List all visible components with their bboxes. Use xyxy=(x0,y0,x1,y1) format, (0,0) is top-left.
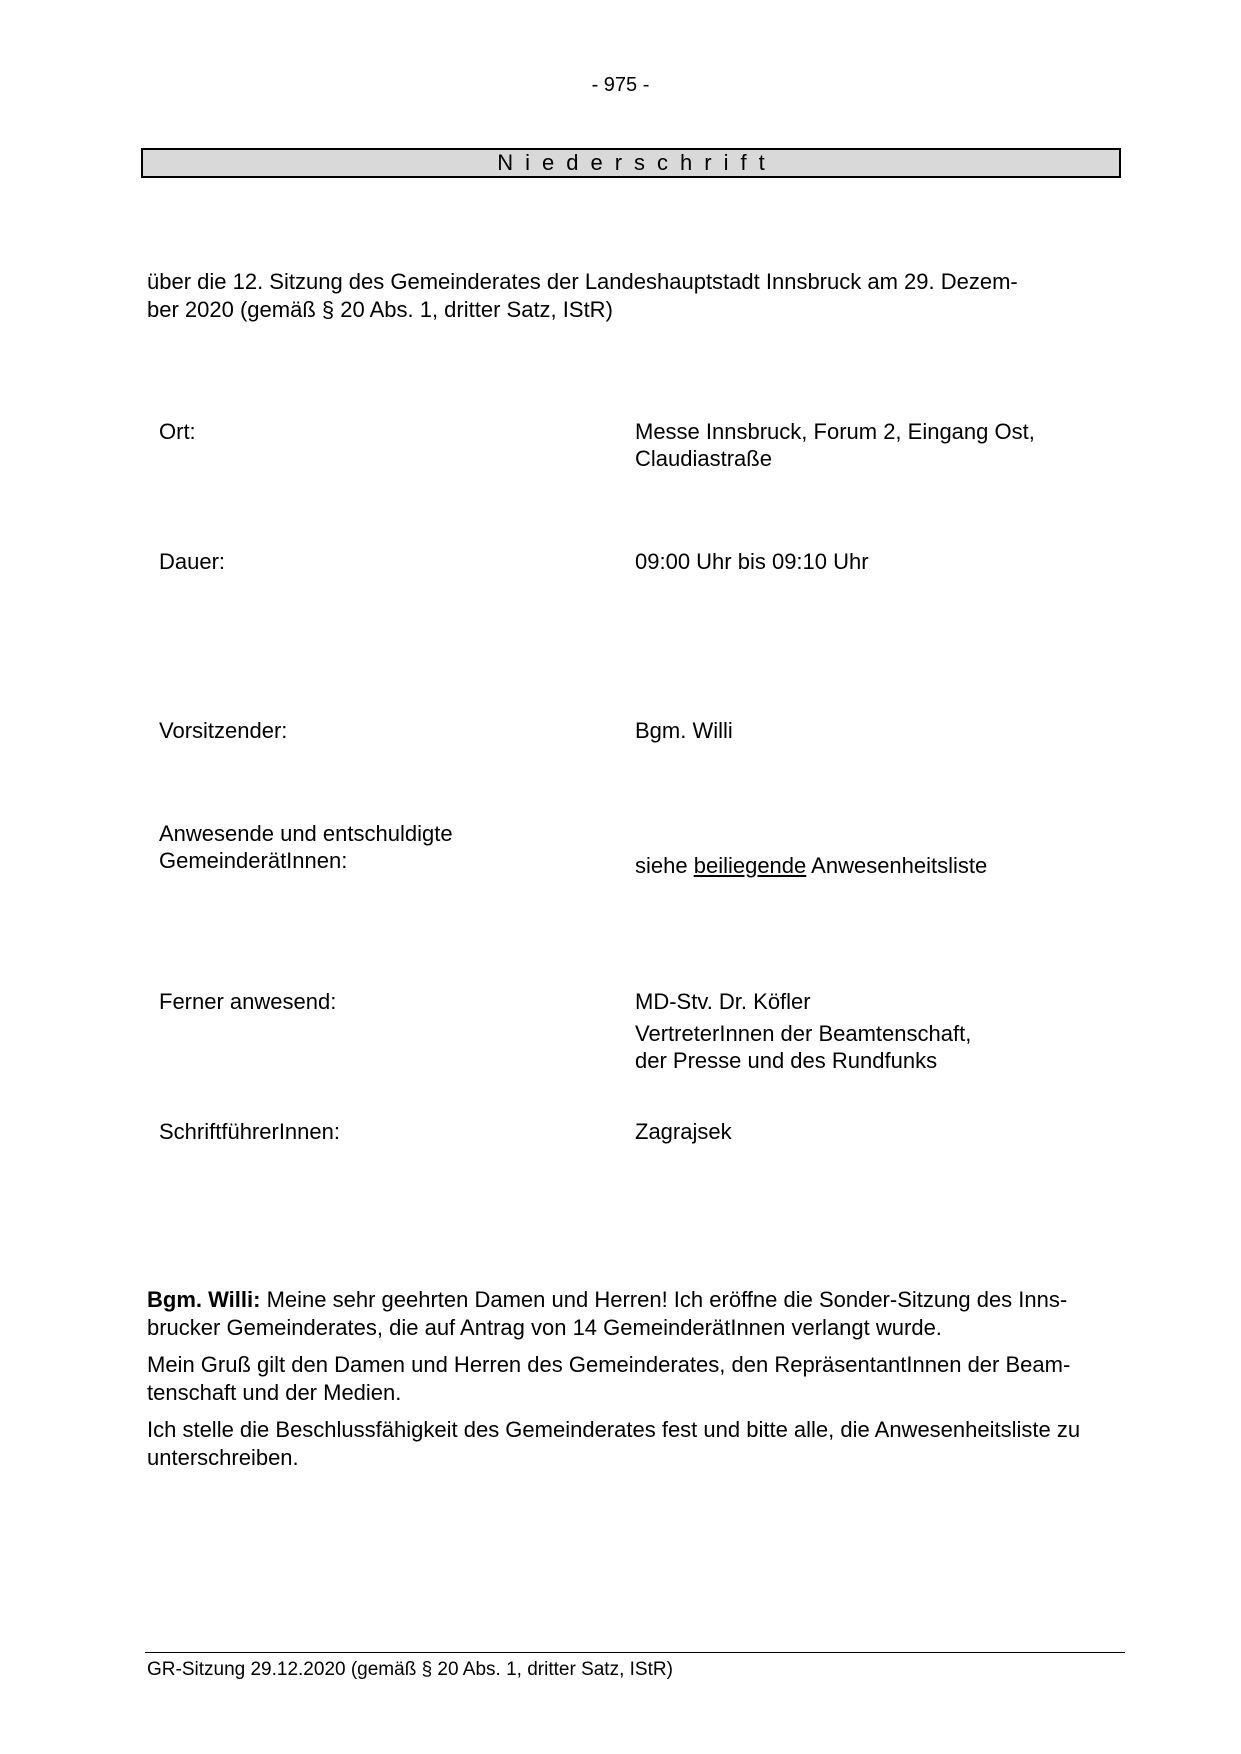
speech-paragraph-3 xyxy=(147,1416,1127,1472)
vorsitzender-value: Bgm. Willi xyxy=(635,718,733,743)
ferner-value-line-2: VertreterInnen der Beamtenschaft, xyxy=(635,1021,972,1046)
ort-label: Ort: xyxy=(159,419,196,444)
anwesende-label-line-2: GemeinderätInnen: xyxy=(159,848,348,873)
ort-value-line-1: Messe Innsbruck, Forum 2, Eingang Ost, xyxy=(635,419,1035,444)
anwesende-label-line-1: Anwesende und entschuldigte xyxy=(159,821,453,846)
ort-value-line-2: Claudiastraße xyxy=(635,446,772,471)
ferner-value-line-3: der Presse und des Rundfunks xyxy=(635,1048,938,1073)
intro-text xyxy=(147,268,1087,324)
intro-line-1: über die 12. Sitzung des Gemeinderates der Landeshauptstadt Innsbruck am 29. Dezem- xyxy=(147,269,1018,294)
footer-text: GR-Sitzung 29.12.2020 (gemäß § 20 Abs. 1, dritter Satz, IStR) xyxy=(147,1659,673,1680)
ferner-value xyxy=(635,988,1105,1074)
footer-divider xyxy=(145,1652,1125,1653)
speech-p1-line-1: Meine sehr geehrten Damen und Herren! Ich eröffne die Sonder-Sitzung des Inns- xyxy=(260,1287,1068,1312)
speech-p2-line-1: Mein Gruß gilt den Damen und Herren des Gemeinderates, den RepräsentantInnen der Beam- xyxy=(147,1352,1071,1377)
anwesende-value-underlined: beiliegende xyxy=(693,853,807,878)
speech-p3-line-1: Ich stelle die Beschlussfähigkeit des Gemeinderates fest und bitte alle, die Anwesenheitsliste zu xyxy=(147,1417,1081,1442)
intro-line-2: ber 2020 (gemäß § 20 Abs. 1, dritter Satz, IStR) xyxy=(147,297,613,322)
anwesende-label xyxy=(159,820,453,874)
ferner-label: Ferner anwesend: xyxy=(159,989,337,1014)
speech-p1-line-2: brucker Gemeinderates, die auf Antrag von 14 GemeinderätInnen verlangt wurde. xyxy=(147,1315,942,1340)
schriftfuehrer-value: Zagrajsek xyxy=(635,1119,732,1144)
ort-value xyxy=(635,418,1105,472)
anwesende-value-post: Anwesenheitsliste xyxy=(806,853,988,878)
schriftfuehrer-label: SchriftführerInnen: xyxy=(159,1119,340,1144)
speech-paragraph-2 xyxy=(147,1351,1127,1407)
document-title: Niederschrift xyxy=(141,148,1121,178)
anwesende-value-pre: siehe xyxy=(635,853,694,878)
anwesende-value xyxy=(635,852,1105,879)
speech-p3-line-2: unterschreiben. xyxy=(147,1445,299,1470)
speech-paragraph-1 xyxy=(147,1286,1127,1342)
page-number: - 975 - xyxy=(591,74,650,96)
speaker-name: Bgm. Willi: xyxy=(147,1287,261,1312)
dauer-value: 09:00 Uhr bis 09:10 Uhr xyxy=(635,549,869,574)
speech-p2-line-2: tenschaft und der Medien. xyxy=(147,1380,402,1405)
ferner-value-line-1: MD-Stv. Dr. Köfler xyxy=(635,989,811,1014)
dauer-label: Dauer: xyxy=(159,549,226,574)
vorsitzender-label: Vorsitzender: xyxy=(159,718,288,743)
